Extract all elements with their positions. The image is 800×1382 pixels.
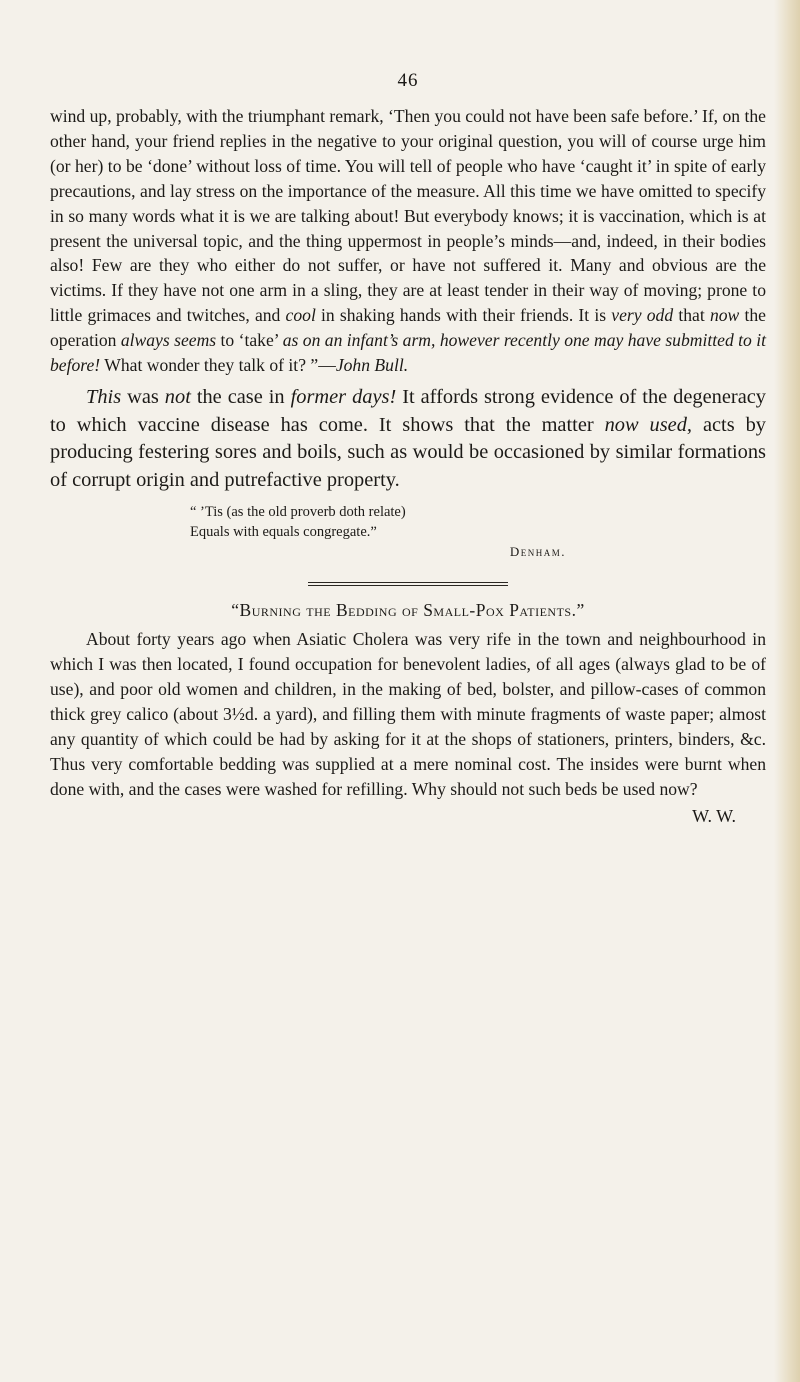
section-divider: [308, 582, 508, 586]
p1-italic-4: always seems: [120, 330, 217, 351]
p1-text-4: the operation: [50, 305, 766, 351]
signature: W. W.: [692, 805, 736, 826]
paragraph-degeneracy: [50, 384, 766, 494]
p2-italic-2: not: [164, 385, 191, 408]
p2-text-3: It affords strong evidence of the degeneracy to which vaccine disease has come. It shows that the matter: [50, 385, 766, 436]
heading-text: Burning the Bedding of Small-Pox Patients.: [239, 600, 577, 621]
p1-italic-5: as on an infant’s arm, however recently one may have submitted to it before!: [50, 330, 767, 376]
p1-italic-3: now: [709, 305, 740, 326]
p1-source-italic: John Bull.: [335, 355, 409, 376]
p2-text-2: the case in: [190, 385, 291, 408]
p2-text-1: was: [121, 385, 165, 408]
p1-text-6: What wonder they talk of it? ”—: [100, 355, 336, 376]
verse-author: Denham.: [509, 544, 566, 560]
section-heading: [50, 600, 766, 621]
paragraph-vaccination-quote: [50, 104, 766, 378]
page-edge-shadow: [774, 0, 800, 1382]
p1-italic-1: cool: [285, 305, 316, 326]
verse-line-1: “ ’Tis (as the old proverb doth relate): [190, 504, 406, 521]
p1-text-2: in shaking hands with their friends. It is: [315, 305, 612, 326]
verse-quote: [50, 502, 766, 542]
paragraph-bedding: About forty years ago when Asiatic Cholera was very rife in the town and neighbourhood in which I was then located, I found occupation for benevolent ladies, of all ages (always glad to be of use), and poor old women and children, in the making of bed, bolster, and pillow-cases of common thick grey calico (about 3½d. a yard), and filling them with minute fragments of waste paper; almost any quantity of which could be had by asking for it at the shops of stationers, printers, binders, &c. Thus very comfortable bedding was supplied at a mere nominal cost. The insides were burnt when done with, and the cases were washed for refilling. Why should not such beds be used now?: [50, 629, 766, 799]
p1-text-5: to ‘take’: [216, 330, 283, 351]
p1-italic-2: very odd: [611, 305, 674, 326]
verse-line-2: Equals with equals congregate.”: [190, 524, 377, 541]
p2-italic-4: now used,: [604, 413, 693, 436]
p1-text-1: wind up, probably, with the triumphant remark, ‘Then you could not have been safe before.’ If, on the other hand, your friend replies in the negative to your original question, you will of course urge him (or her) to be ‘done’ without loss of time. You will tell of people who have ‘caught it’ in spite of early precautions, and lay stress on the importance of the measure. All this time we have omitted to specify in so many words what it is we are talking about! But everybody knows; it is vaccination, which is at present the universal topic, and the thing uppermost in people’s minds—and, indeed, in their bodies also! Few are they who either do not suffer, or have not suffered it. Many and obvious are the victims. If they have not one arm in a sling, they are at least tender in their way of moving; prone to little grimaces and twitches, and: [50, 106, 766, 326]
p2-italic-3: former days!: [290, 385, 397, 408]
p2-text-4: acts by producing festering sores and boils, such as would be occasioned by similar formations of corrupt origin and putrefactive property.: [50, 413, 766, 491]
heading-open-quote: “: [231, 600, 240, 621]
p1-text-3: that: [673, 305, 710, 326]
heading-close-quote: ”: [576, 600, 585, 621]
document-page: [50, 70, 766, 828]
p2-italic-1: This: [86, 385, 122, 408]
page-number: 46: [397, 70, 419, 91]
